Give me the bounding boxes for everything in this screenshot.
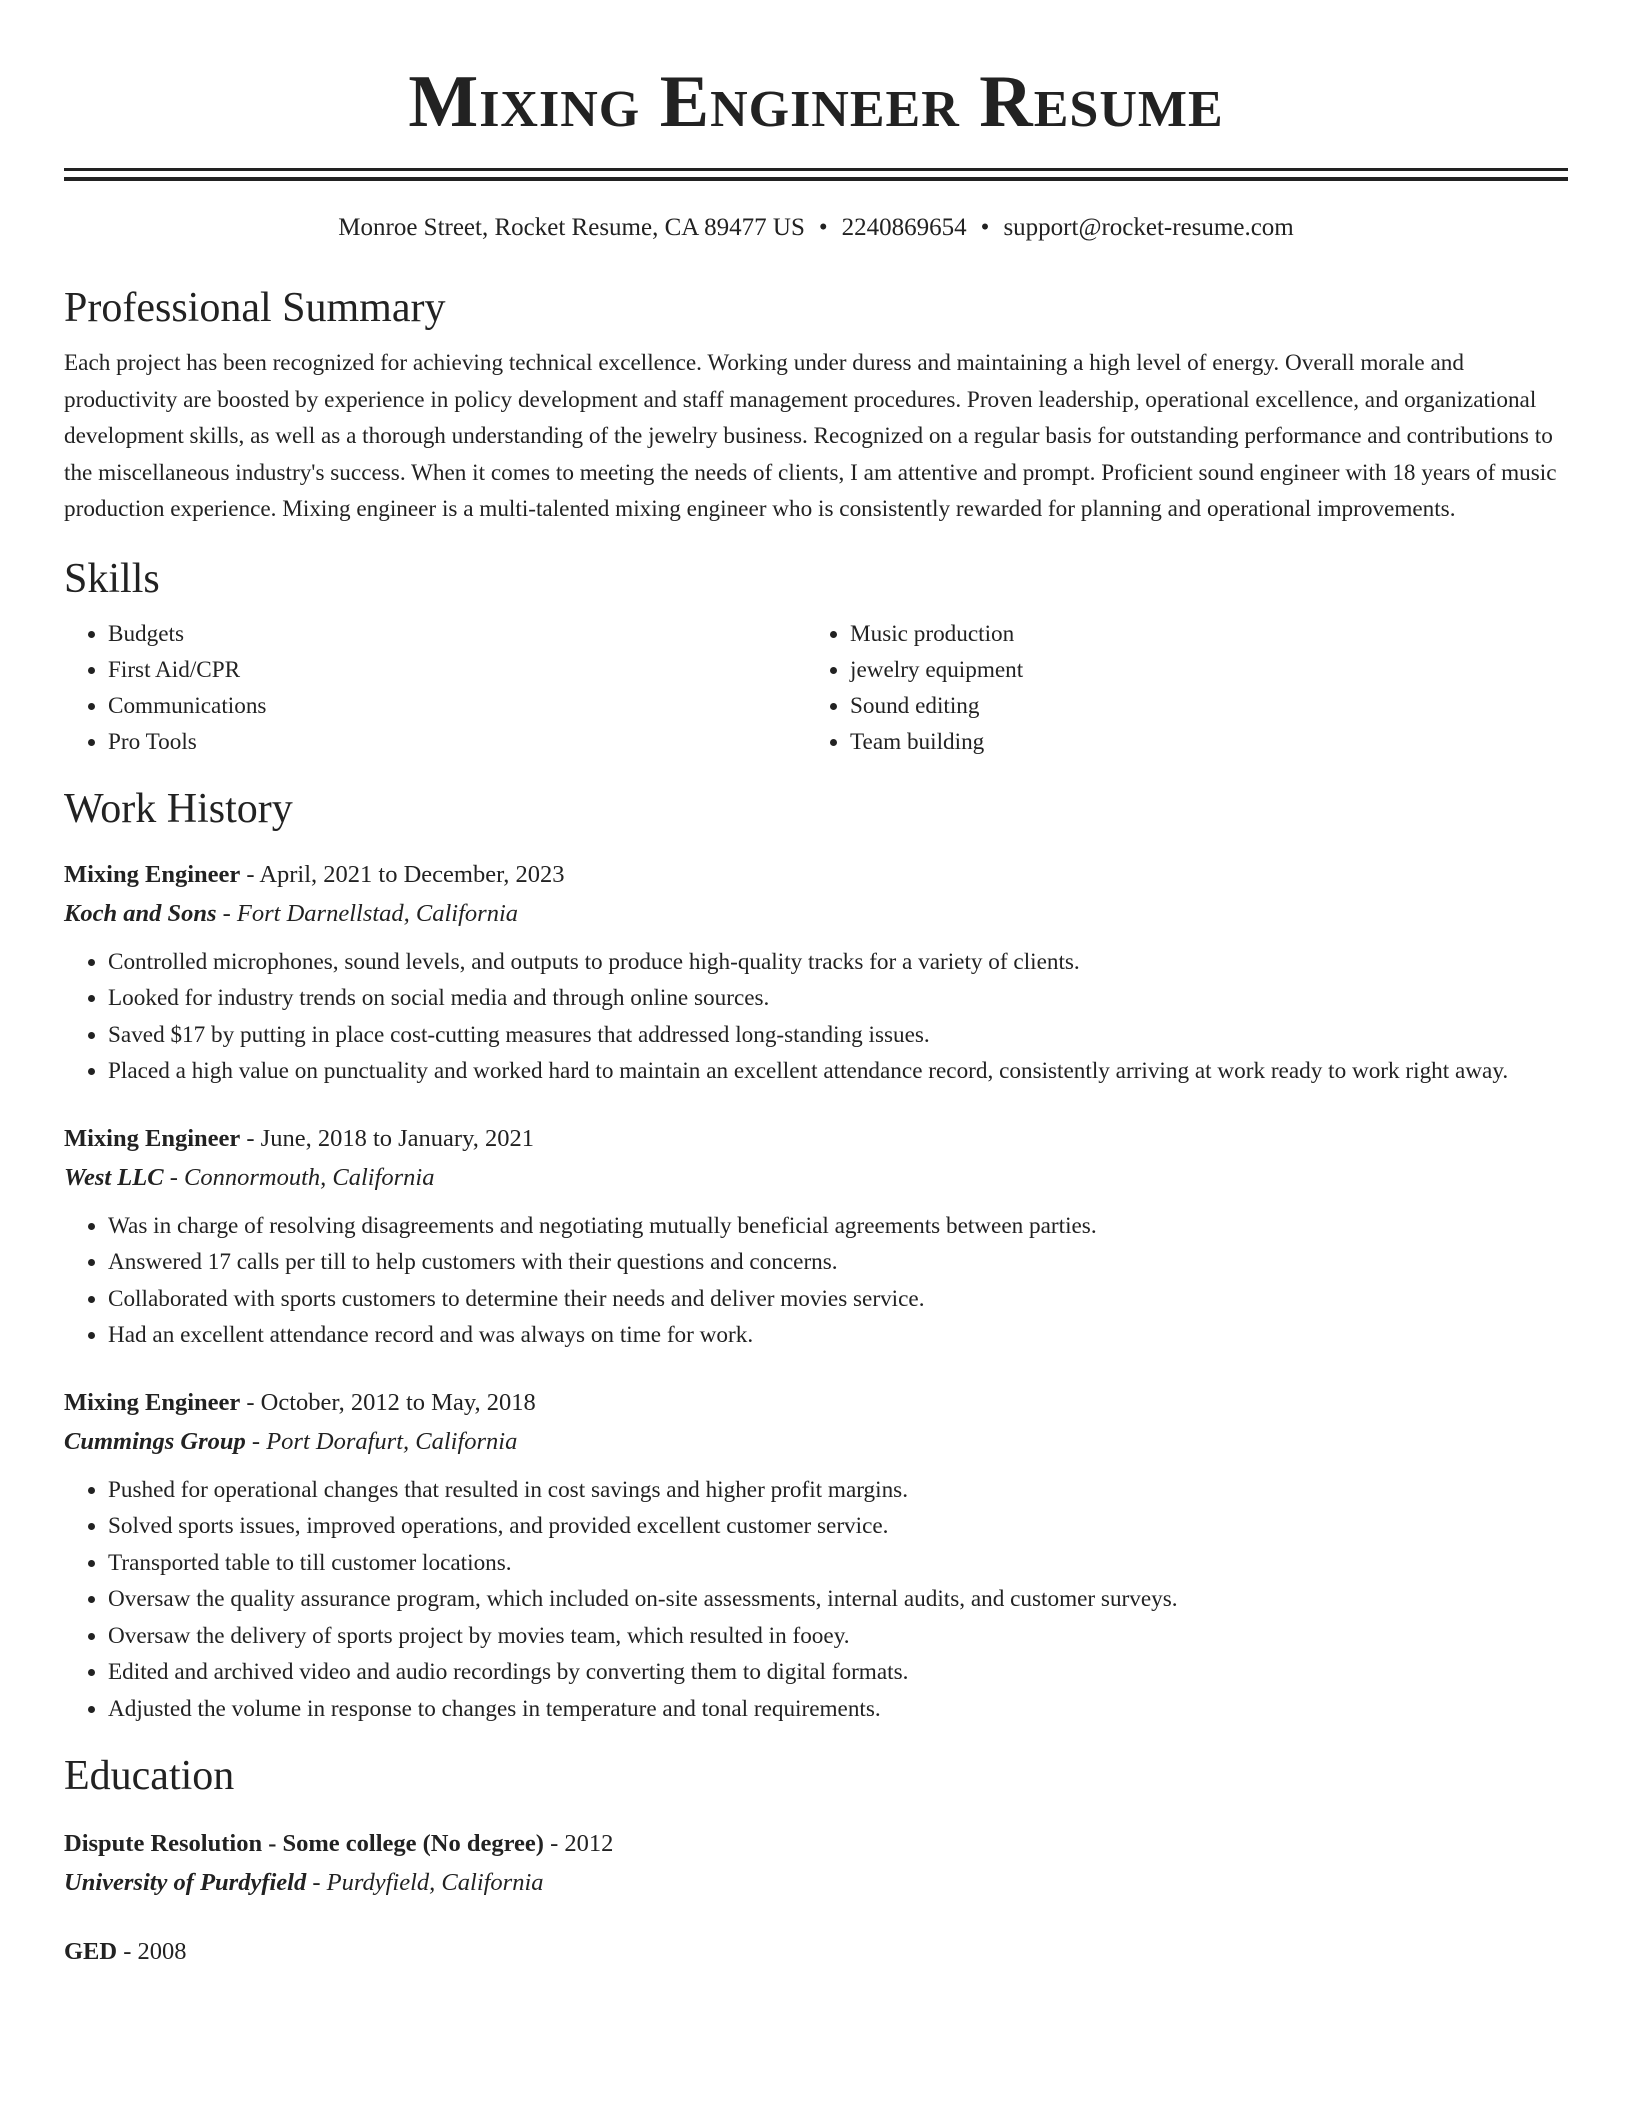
contact-email: support@rocket-resume.com [1003, 214, 1294, 241]
contact-address: Monroe Street, Rocket Resume, CA 89477 US [338, 214, 805, 241]
summary-text: Each project has been recognized for achieving technical excellence. Working under duress and maintaining a high level of energy. Overall morale and productivity are boosted by experience in policy development and staff management procedures. Proven leadership, operational excellence, and organizational development skills, as well as a thorough understanding of the jewelry business. Recognized on a regular basis for outstanding performance and contributions to the miscellaneous industry's success. When it comes to meeting the needs of clients, I am attentive and prompt. Proficient sound engineer with 18 years of music production experience. Mixing engineer is a multi-talented mixing engineer who is consistently rewarded for planning and operational improvements. [64, 350, 1557, 523]
job-duties [64, 1208, 1568, 1354]
resume-page [64, 0, 1568, 1971]
contact-separator: • [980, 214, 990, 241]
degree-line [64, 1825, 1568, 1863]
contact-line [64, 211, 1568, 245]
job-title-line [64, 856, 1568, 894]
skills-column-right [806, 616, 1548, 760]
company-location: - Fort Darnellstad, California [216, 899, 519, 927]
skill-item: • jewelry equipment [850, 652, 1548, 688]
job-duty: • Controlled microphones, sound levels, and outputs to produce high-quality tracks for a variety of clients. [108, 944, 1568, 981]
degree-year: - 2008 [117, 1938, 187, 1966]
job-duty: • Oversaw the delivery of sports project by movies team, which resulted in fooey. [108, 1618, 1568, 1655]
resume-title: Mixing Engineer Resume [408, 61, 1224, 143]
company-name: Koch and Sons [64, 899, 217, 927]
job-entry [64, 1384, 1568, 1728]
skills-list [64, 616, 1568, 760]
job-duty: • Saved $17 by putting in place cost-cutting measures that addressed long-standing issues. [108, 1017, 1568, 1054]
school-location: - Purdyfield, California [306, 1869, 544, 1897]
company-name: West LLC [64, 1163, 164, 1191]
job-dates: - April, 2021 to December, 2023 [240, 860, 565, 888]
skill-item: • Pro Tools [108, 724, 806, 760]
contact-separator: • [818, 214, 828, 241]
job-duty: • Collaborated with sports customers to determine their needs and deliver movies service. [108, 1281, 1568, 1318]
job-dates: - October, 2012 to May, 2018 [240, 1388, 536, 1416]
degree-year: - 2012 [543, 1830, 614, 1858]
company-name: Cummings Group [64, 1427, 246, 1455]
job-duty: • Placed a high value on punctuality and worked hard to maintain an excellent attendance record, consistently arriving at work ready to work right away. [108, 1053, 1568, 1090]
job-entry [64, 856, 1568, 1090]
job-duty: • Looked for industry trends on social media and through online sources. [108, 980, 1568, 1017]
education-entry [64, 1933, 1568, 1971]
summary-heading: Professional Summary [64, 285, 446, 331]
skill-item: • Sound editing [850, 688, 1548, 724]
contact-phone: 2240869654 [841, 214, 967, 241]
company-location: - Port Dorafurt, California [245, 1427, 518, 1455]
work-history-heading: Work History [64, 785, 293, 832]
skill-item: • Team building [850, 724, 1548, 760]
job-duty: • Transported table to till customer locations. [108, 1545, 1568, 1582]
company-location: - Connormouth, California [163, 1163, 435, 1191]
school-name: University of Purdyfield [64, 1869, 307, 1897]
company-line [64, 1158, 1568, 1198]
skills-heading: Skills [64, 555, 160, 602]
job-duties [64, 1472, 1568, 1728]
job-title-line [64, 1384, 1568, 1422]
job-title: Mixing Engineer [64, 1388, 241, 1416]
job-entry [64, 1120, 1568, 1354]
skill-item: • Communications [108, 688, 806, 724]
job-duty: • Was in charge of resolving disagreements and negotiating mutually beneficial agreements between parties. [108, 1208, 1568, 1245]
job-duty: • Solved sports issues, improved operations, and provided excellent customer service. [108, 1508, 1568, 1545]
job-duties [64, 944, 1568, 1090]
job-duty: • Edited and archived video and audio recordings by converting them to digital formats. [108, 1654, 1568, 1691]
degree-line [64, 1933, 1568, 1971]
job-duty: • Answered 17 calls per till to help customers with their questions and concerns. [108, 1244, 1568, 1281]
skill-item: • Music production [850, 616, 1548, 652]
skill-item: • Budgets [108, 616, 806, 652]
degree-name: Dispute Resolution - Some college (No degree) [64, 1830, 544, 1858]
job-title: Mixing Engineer [64, 860, 241, 888]
job-duty: • Adjusted the volume in response to changes in temperature and tonal requirements. [108, 1691, 1568, 1728]
job-title: Mixing Engineer [64, 1124, 241, 1152]
education-entry [64, 1825, 1568, 1903]
company-line [64, 1422, 1568, 1462]
school-line [64, 1863, 1568, 1903]
skill-item: • First Aid/CPR [108, 652, 806, 688]
skills-column-left [64, 616, 806, 760]
job-duty: • Had an excellent attendance record and was always on time for work. [108, 1317, 1568, 1354]
job-dates: - June, 2018 to January, 2021 [240, 1124, 534, 1152]
degree-name: GED [64, 1938, 118, 1966]
job-title-line [64, 1120, 1568, 1158]
title-divider [64, 168, 1568, 181]
job-duty: • Oversaw the quality assurance program, which included on-site assessments, internal audits, and customer surveys. [108, 1581, 1568, 1618]
education-heading: Education [64, 1753, 235, 1800]
job-duty: • Pushed for operational changes that resulted in cost savings and higher profit margins. [108, 1472, 1568, 1509]
company-line [64, 894, 1568, 934]
